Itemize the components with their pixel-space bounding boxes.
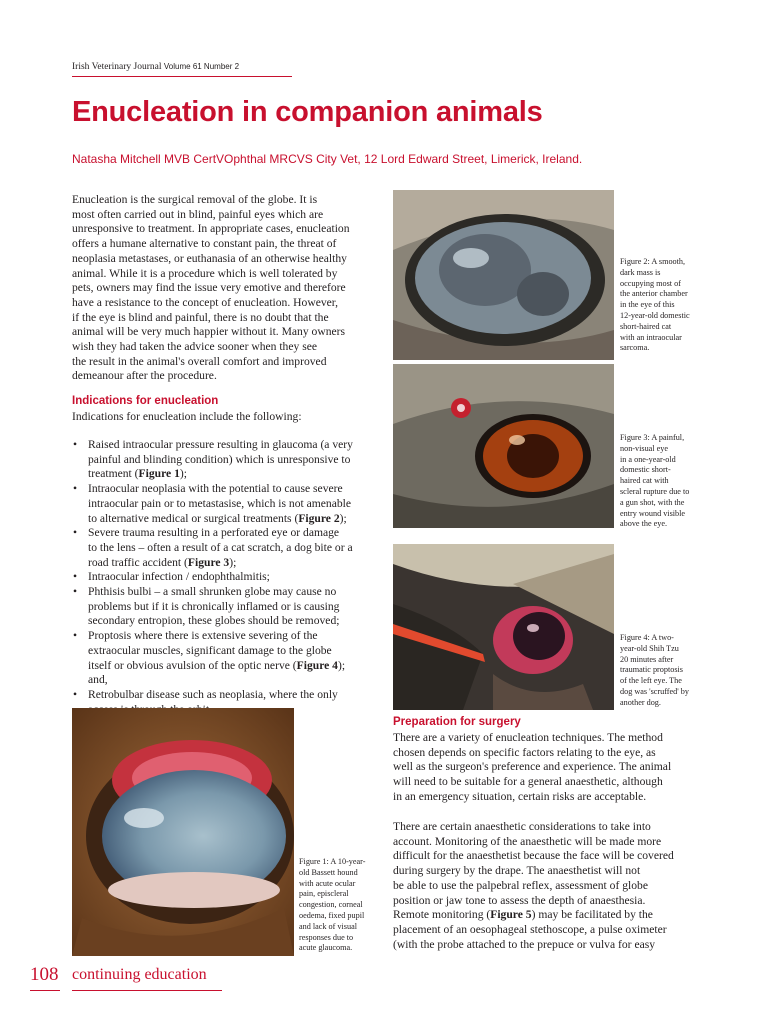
list-text: itself or obvious avulsion of the optic nerve ( (88, 658, 297, 672)
caption-line: oedema, fixed pupil (299, 910, 365, 920)
list-text: road traffic accident ( (88, 555, 188, 569)
intro-line: offers a humane alternative to constant pain, the threat of (72, 237, 337, 251)
caption-line: entry wound visible (620, 508, 686, 518)
caption-line: short-haired cat (620, 321, 672, 331)
caption-line: pain, episcleral (299, 889, 349, 899)
figure-ref: Figure 3 (187, 555, 230, 569)
para-line: (with the probe attached to the prepuce or vulva for easy (393, 937, 656, 951)
caption-line: in the eye of this (620, 300, 675, 310)
eye-photo-sarcoma (393, 190, 614, 360)
list-item (72, 526, 375, 570)
figure-ref: Figure 2 (298, 511, 340, 525)
para-line: well as the surgeon's preference and experience. The animal (393, 760, 672, 774)
caption-line: haired cat with (620, 476, 669, 486)
figure-3-caption (620, 433, 700, 530)
caption-line: occupying most of (620, 278, 681, 288)
indications-intro: Indications for enucleation include the following: (72, 410, 302, 423)
section-heading-preparation: Preparation for surgery (393, 716, 521, 728)
article-title: Enucleation in companion animals (72, 96, 543, 128)
para-text: Remote monitoring ( (393, 908, 491, 922)
list-item (72, 570, 375, 585)
list-line: to the lens – often a result of a cat scratch, a dog bite or a (88, 540, 353, 554)
list-line (88, 467, 375, 482)
section-label: continuing education (72, 966, 207, 983)
running-header (72, 62, 239, 72)
journal-name: Irish Veterinary Journal (72, 62, 162, 72)
preparation-paragraph-1 (393, 731, 703, 805)
list-text: ); (179, 467, 187, 481)
figure-ref: Figure 5 (490, 908, 532, 922)
caption-line: non-visual eye (620, 443, 668, 453)
caption-line: Figure 2: A smooth, (620, 257, 686, 266)
list-text: ); (339, 511, 347, 525)
figure-1-caption (299, 857, 371, 954)
author-line: Natasha Mitchell MVB CertVOphthal MRCVS City Vet, 12 Lord Edward Street, Limerick, Ireland. (72, 152, 583, 166)
figure-2-photo (393, 190, 614, 360)
para-line: during surgery by the drape. The anaesthetist will not (393, 864, 641, 878)
caption-line: scleral rupture due to (620, 486, 690, 496)
caption-line: with acute ocular (299, 878, 356, 888)
caption-line: old Bassett hound (299, 867, 358, 877)
list-line: • Severe trauma resulting in a perforated eye or damage (88, 526, 340, 540)
para-line: There are a variety of enucleation techniques. The method (393, 731, 663, 744)
intro-line: animal. While it is a procedure which is well tolerated by (72, 266, 338, 280)
caption-line: above the eye. (620, 519, 668, 529)
eye-photo-proptosis (393, 544, 614, 710)
caption-line: of the left eye. The (620, 676, 682, 686)
para-line: account. Monitoring of the anaesthetic will be made more (393, 834, 662, 848)
caption-line: Figure 1: A 10-year- (299, 857, 366, 866)
list-item (72, 482, 375, 526)
list-item (72, 585, 375, 629)
list-line: secondary entropion, these globes should be removed; (88, 614, 340, 628)
para-line: chosen depends on specific factors relating to the eye, as (393, 745, 656, 759)
caption-line: 20 minutes after (620, 654, 674, 664)
list-line: • Retrobulbar disease such as neoplasia, where the only (88, 687, 338, 701)
eye-photo-glaucoma (72, 708, 294, 956)
caption-line: 12-year-old domestic (620, 310, 690, 320)
figure-1-photo (72, 708, 294, 956)
intro-line: pets, owners may find the issue very emotive and therefore (72, 281, 346, 295)
para-line (393, 908, 703, 923)
caption-line: Figure 3: A painful, (620, 433, 685, 442)
list-text: ); (337, 658, 346, 672)
header-rule (72, 76, 292, 77)
intro-line: unresponsive to treatment. In appropriate cases, enucleation (72, 222, 350, 236)
para-line: position or jaw tone to assess the depth of anaesthesia. (393, 893, 646, 907)
figure-4-caption (620, 633, 700, 709)
intro-line: if the eye is blind and painful, there is no doubt that the (72, 310, 329, 324)
preparation-paragraph-2 (393, 820, 703, 952)
intro-line: the result in the animal's overall comfort and improved (72, 354, 327, 368)
caption-line: Figure 4: A two- (620, 633, 674, 642)
list-line: painful and blinding condition) which is unresponsive to (88, 452, 351, 466)
list-line: • Phthisis bulbi – a small shrunken globe may cause no (88, 585, 337, 599)
footer-rule (72, 990, 222, 991)
intro-line: animal will be very much happier without it. Many owners (72, 325, 346, 339)
para-line: There are certain anaesthetic considerations to take into (393, 820, 651, 833)
section-heading-indications: Indications for enucleation (72, 395, 219, 407)
intro-line: wish they had taken the advice sooner when they see (72, 340, 317, 354)
list-line (88, 512, 375, 527)
figure-ref: Figure 4 (296, 658, 338, 672)
list-item (72, 629, 375, 688)
para-line: placement of an oesophageal stethoscope, a pulse oximeter (393, 922, 667, 936)
list-line: and, (88, 673, 108, 687)
caption-line: with an intraocular (620, 332, 682, 342)
intro-line: demeanour after the procedure. (72, 369, 217, 383)
list-line: • Proptosis where there is extensive severing of the (88, 629, 318, 643)
list-line: extraocular muscles, significant damage to the globe (88, 643, 332, 657)
caption-line: acute glaucoma. (299, 943, 353, 953)
intro-paragraph (72, 193, 372, 384)
caption-line: dog was 'scruffed' by (620, 686, 689, 696)
intro-line: have a resistance to the concept of enucleation. However, (72, 295, 339, 309)
caption-line: the anterior chamber (620, 289, 688, 299)
journal-volume: Volume 61 Number 2 (163, 62, 240, 71)
list-line (88, 659, 375, 674)
para-line: will need to be suitable for a general anaesthetic, although (393, 775, 663, 789)
caption-line: another dog. (620, 697, 661, 707)
caption-line: domestic short- (620, 465, 671, 475)
figure-2-caption (620, 257, 700, 354)
para-line: be able to use the palpebral reflex, assessment of globe (393, 878, 648, 892)
list-line: • Intraocular neoplasia with the potential to cause severe (88, 482, 343, 496)
caption-line: a gun shot, with the (620, 497, 685, 507)
caption-line: congestion, corneal (299, 900, 363, 910)
list-text: to alternative medical or surgical treatments ( (88, 511, 299, 525)
figure-ref: Figure 1 (138, 467, 180, 481)
eye-photo-gunshot (393, 364, 614, 528)
page-number: 108 (30, 964, 59, 985)
caption-line: sarcoma. (620, 343, 650, 353)
para-text: ) may be facilitated by the (531, 908, 653, 922)
list-line: • Intraocular infection / endophthalmitis; (88, 570, 270, 584)
intro-line: most often carried out in blind, painful eyes which are (72, 207, 324, 221)
figure-4-photo (393, 544, 614, 710)
para-line: in an emergency situation, certain risks are acceptable. (393, 789, 647, 803)
intro-line: neoplasia metastases, or euthanasia of an otherwise healthy (72, 251, 347, 265)
list-line: problems but if it is chronically inflamed or is causing (88, 599, 340, 613)
figure-3-photo (393, 364, 614, 528)
caption-line: dark mass is (620, 267, 661, 277)
list-line: intraocular pain or to metastasise, which is not amenable (88, 496, 352, 510)
caption-line: in a one-year-old (620, 454, 676, 464)
caption-line: and lack of visual (299, 921, 357, 931)
list-item (72, 438, 375, 482)
caption-line: year-old Shih Tzu (620, 643, 679, 653)
list-text: ); (229, 555, 237, 569)
caption-line: traumatic proptosis (620, 665, 683, 675)
list-line: • Raised intraocular pressure resulting in glaucoma (a very (88, 438, 353, 451)
para-line: difficult for the anaesthetist because the face will be covered (393, 849, 674, 863)
intro-line: Enucleation is the surgical removal of the globe. It is (72, 193, 318, 206)
list-text: treatment ( (88, 467, 139, 481)
footer-rule (30, 990, 60, 991)
indications-list (72, 438, 375, 717)
list-line (88, 556, 375, 571)
caption-line: responses due to (299, 932, 354, 942)
